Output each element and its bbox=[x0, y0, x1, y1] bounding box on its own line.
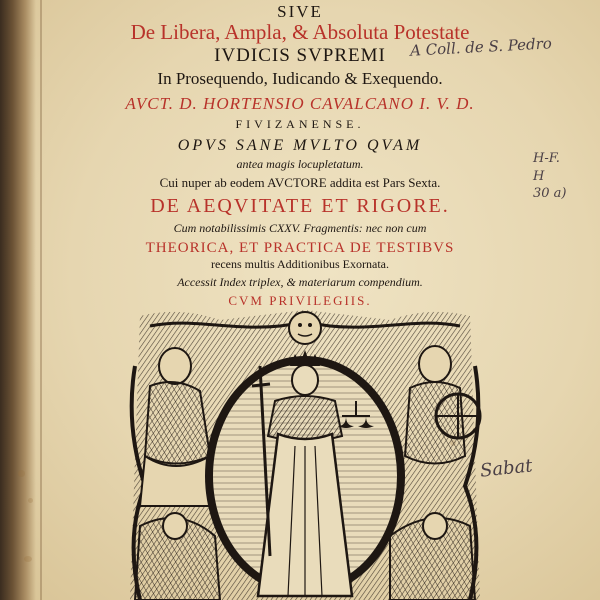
book-binding-edge bbox=[0, 0, 36, 600]
foxing-spot bbox=[24, 556, 32, 562]
shelfmark-line: H-F. bbox=[533, 151, 560, 166]
title-line-prosequendo: In Prosequendo, Iudicando & Exequendo. bbox=[157, 69, 443, 88]
title-line-sive: SIVE bbox=[277, 2, 323, 21]
title-line-recens: recens multis Additionibus Exornata. bbox=[211, 257, 389, 271]
shelfmark-line: 30 a) bbox=[533, 186, 567, 202]
title-line-de-libera: De Libera, Ampla, & Absoluta Potestate bbox=[130, 20, 470, 44]
title-line-cum-notab: Cum notabilissimis CXXV. Fragmentis: nec non cum bbox=[173, 221, 427, 235]
page-fold bbox=[40, 0, 42, 600]
foxing-spot bbox=[28, 498, 33, 503]
handwritten-ownership-note: A Coll. de S. Pedro bbox=[409, 34, 553, 60]
shelfmark-line: H bbox=[533, 168, 545, 184]
title-line-antea: antea magis locupletatum. bbox=[236, 157, 364, 171]
handwritten-signature: Sabat bbox=[479, 455, 534, 482]
handwritten-shelfmark bbox=[533, 150, 567, 203]
woodcut-printers-device bbox=[120, 306, 490, 600]
top-mask-ornament bbox=[289, 312, 321, 344]
author-origin-line: FIVIZANENSE. bbox=[235, 117, 365, 131]
foxing-spot bbox=[18, 470, 25, 477]
privilege-line: CVM PRIVILEGIIS. bbox=[228, 293, 372, 308]
author-line: AVCT. D. HORTENSIO CAVALCANO I. V. D. bbox=[125, 94, 475, 113]
title-line-accessit: Accessit Index triplex, & materiarum compendium. bbox=[177, 275, 423, 289]
title-line-cui: Cui nuper ab eodem AVCTORE addita est Pars Sexta. bbox=[159, 175, 441, 190]
title-line-de-aequitate: DE AEQVITATE ET RIGORE. bbox=[150, 195, 450, 217]
title-line-opus: OPVS SANE MVLTO QVAM bbox=[177, 137, 423, 154]
title-line-iudicis: IVDICIS SVPREMI bbox=[214, 45, 386, 66]
title-line-theorica: THEORICA, ET PRACTICA DE TESTIBVS bbox=[145, 240, 455, 256]
